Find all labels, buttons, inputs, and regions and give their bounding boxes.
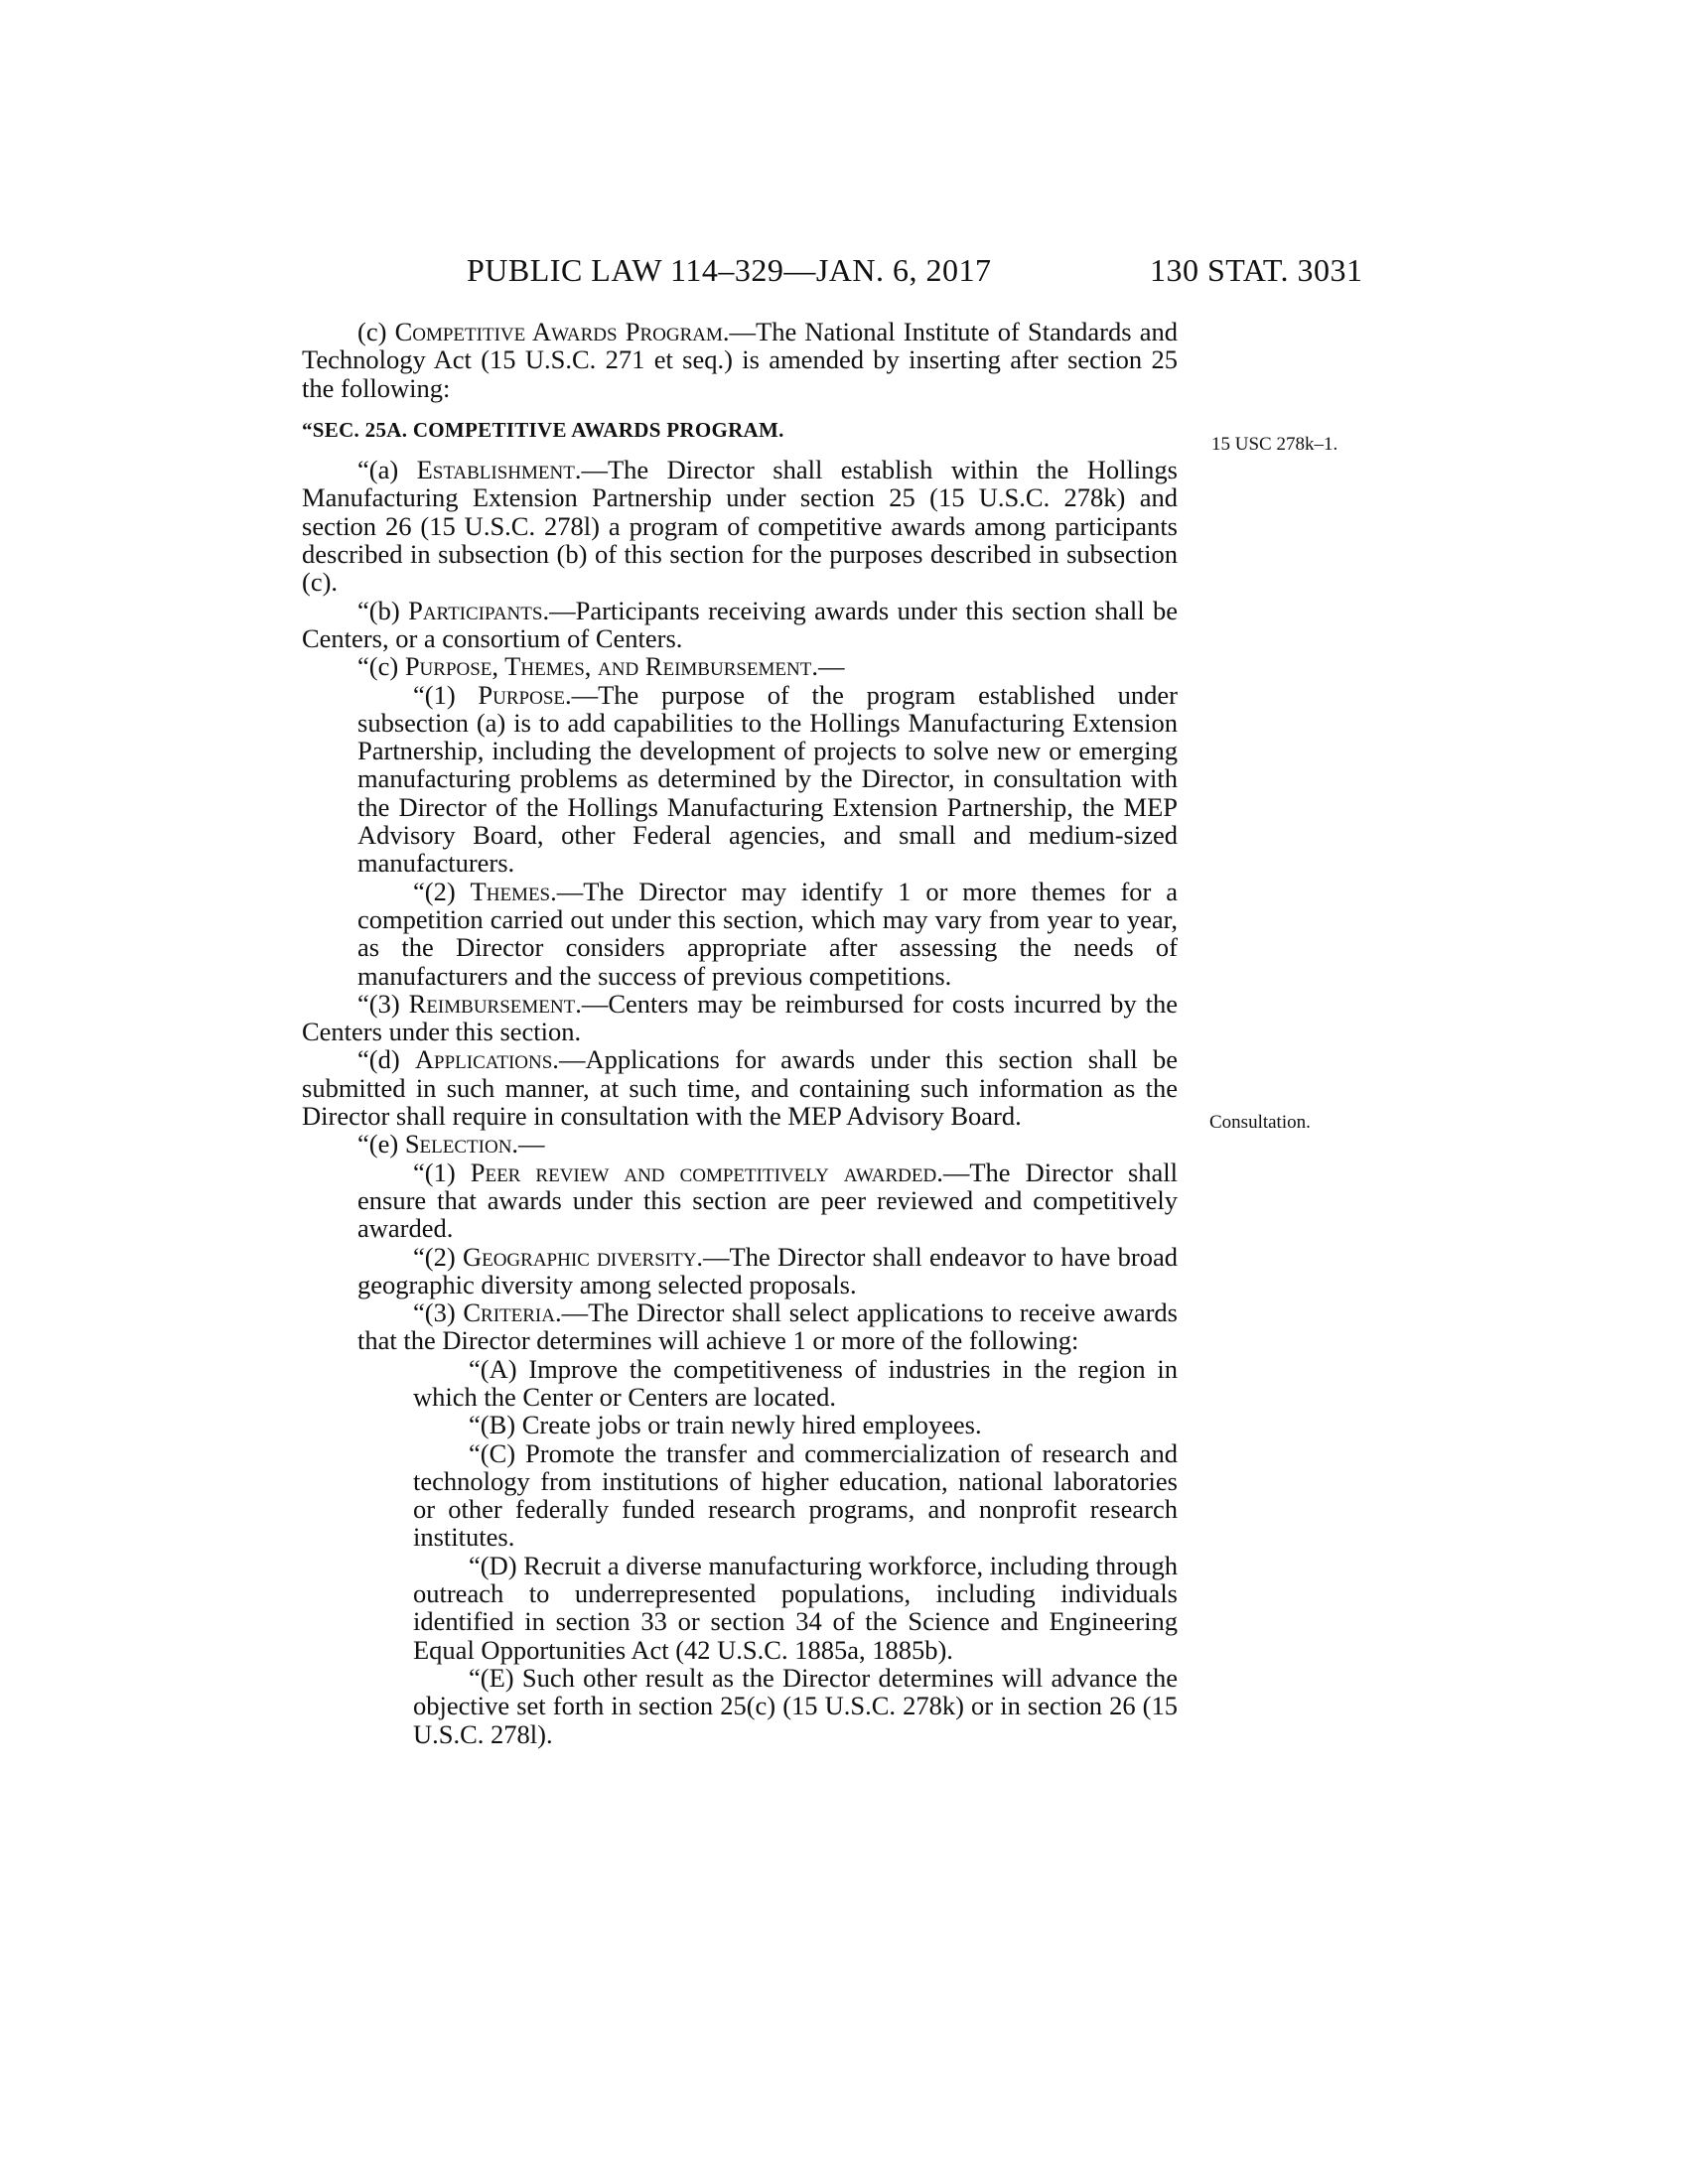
section-heading: “SEC. 25A. COMPETITIVE AWARDS PROGRAM. — [302, 417, 784, 442]
running-head: PUBLIC LAW 114–329—JAN. 6, 2017 — [467, 252, 992, 288]
margin-note-usc: 15 USC 278k–1. — [1211, 434, 1338, 455]
subsection-e: “(e) Selection.— — [357, 1129, 545, 1160]
paragraph-c3-caption: Reimbursement. — [408, 988, 582, 1019]
page-citation: 130 STAT. 3031 — [1150, 252, 1363, 288]
statute-body — [302, 318, 1178, 1748]
paragraph-e2-caption: Geographic diversity. — [462, 1241, 704, 1272]
criterion-c: “(C) Promote the transfer and commercialization of research and technology from institutions of higher education, national laboratories or other federally funded research programs, and nonprofit research institutes. — [413, 1437, 1178, 1553]
paragraph-e3: “(3) Criteria.—The Director shall select applications to receive awards that the Director determines will achieve 1 or more of the following: — [357, 1297, 1178, 1356]
subsection-d: “(d) Applications.—Applications for awards under this section shall be submitted in such manner, at such time, and containing such information as the Director shall require in consultation with the MEP Advisory Board. — [302, 1044, 1178, 1132]
margin-note-consultation: Consultation. — [1209, 1112, 1311, 1133]
criterion-d: “(D) Recruit a diverse manufacturing workforce, including through outreach to underrepresented populations, including individuals identified in section 33 or section 34 of the Science and Engineering Equal Opportunities Act (42 U.S.C. 1885a, 1885b). — [413, 1550, 1178, 1665]
subsection-d-caption: Applications. — [414, 1044, 559, 1075]
paragraph-c1: “(1) Purpose.—The purpose of the program established under subsection (a) is to add capabilities to the Hollings Manufacturing Extension Partnership, including the development of projects to solve new or emerging manufacturing problems as determined by the Director, in consultation with the Director of the Hollings Manufacturing Extension Partnership, the MEP Advisory Board, other Federal agencies, and small and medium-sized manufacturers. — [357, 679, 1178, 879]
subsection-b: “(b) Participants.—Participants receiving awards under this section shall be Centers, or a consortium of Centers. — [302, 595, 1178, 653]
paragraph-e1-caption: Peer review and competitively awarded. — [470, 1157, 943, 1187]
paragraph-c3: “(3) Reimbursement.—Centers may be reimbursed for costs incurred by the Centers under this section. — [302, 988, 1178, 1047]
subsection-c: “(c) Purpose, Themes, and Reimbursement.— — [357, 651, 845, 682]
subsection-a: “(a) Establishment.—The Director shall establish within the Hollings Manufacturing Extension Partnership under section 25 (15 U.S.C. 278k) and section 26 (15 U.S.C. 278l) a program of competitive awards among participants described in subsection (b) of this section for the purposes described in subsection (c). — [302, 455, 1178, 598]
paragraph-c2-caption: Themes. — [470, 876, 557, 906]
subsection-c-caption: Purpose, Themes, and Reimbursement. — [404, 651, 818, 682]
criterion-b: “(B) Create jobs or train newly hired employees. — [469, 1410, 982, 1440]
paragraph-c2: “(2) Themes.—The Director may identify 1 or more themes for a competition carried out under this section, which may vary from year to year, as the Director considers appropriate after assessing the needs of manufacturers and the success of previous competitions. — [357, 876, 1179, 991]
criterion-e: “(E) Such other result as the Director determines will advance the objective set forth in section 25(c) (15 U.S.C. 278k) or in section 26 (15 U.S.C. 278l). — [413, 1662, 1178, 1749]
criterion-a: “(A) Improve the competitiveness of industries in the region in which the Center or Centers are located. — [413, 1353, 1178, 1412]
paragraph-e1: “(1) Peer review and competitively awarded.—The Director shall ensure that awards under this section are peer reviewed and competitively awarded. — [357, 1157, 1178, 1244]
intro-paragraph: (c) Competitive Awards Program.—The National Institute of Standards and Technology Act (15 U.S.C. 271 et seq.) is amended by inserting after section 25 the following: — [302, 317, 1178, 403]
subsection-e-caption: Selection. — [404, 1129, 519, 1160]
paragraph-e3-caption: Criteria. — [463, 1297, 562, 1328]
subsection-b-caption: Participants. — [408, 595, 550, 625]
paragraph-c1-caption: Purpose. — [478, 679, 572, 710]
paragraph-e2: “(2) Geographic diversity.—The Director shall endeavor to have broad geographic diversity among selected proposals. — [357, 1241, 1178, 1299]
intro-caption: Competitive Awards Program. — [394, 317, 730, 346]
subsection-a-caption: Establishment. — [416, 455, 582, 485]
